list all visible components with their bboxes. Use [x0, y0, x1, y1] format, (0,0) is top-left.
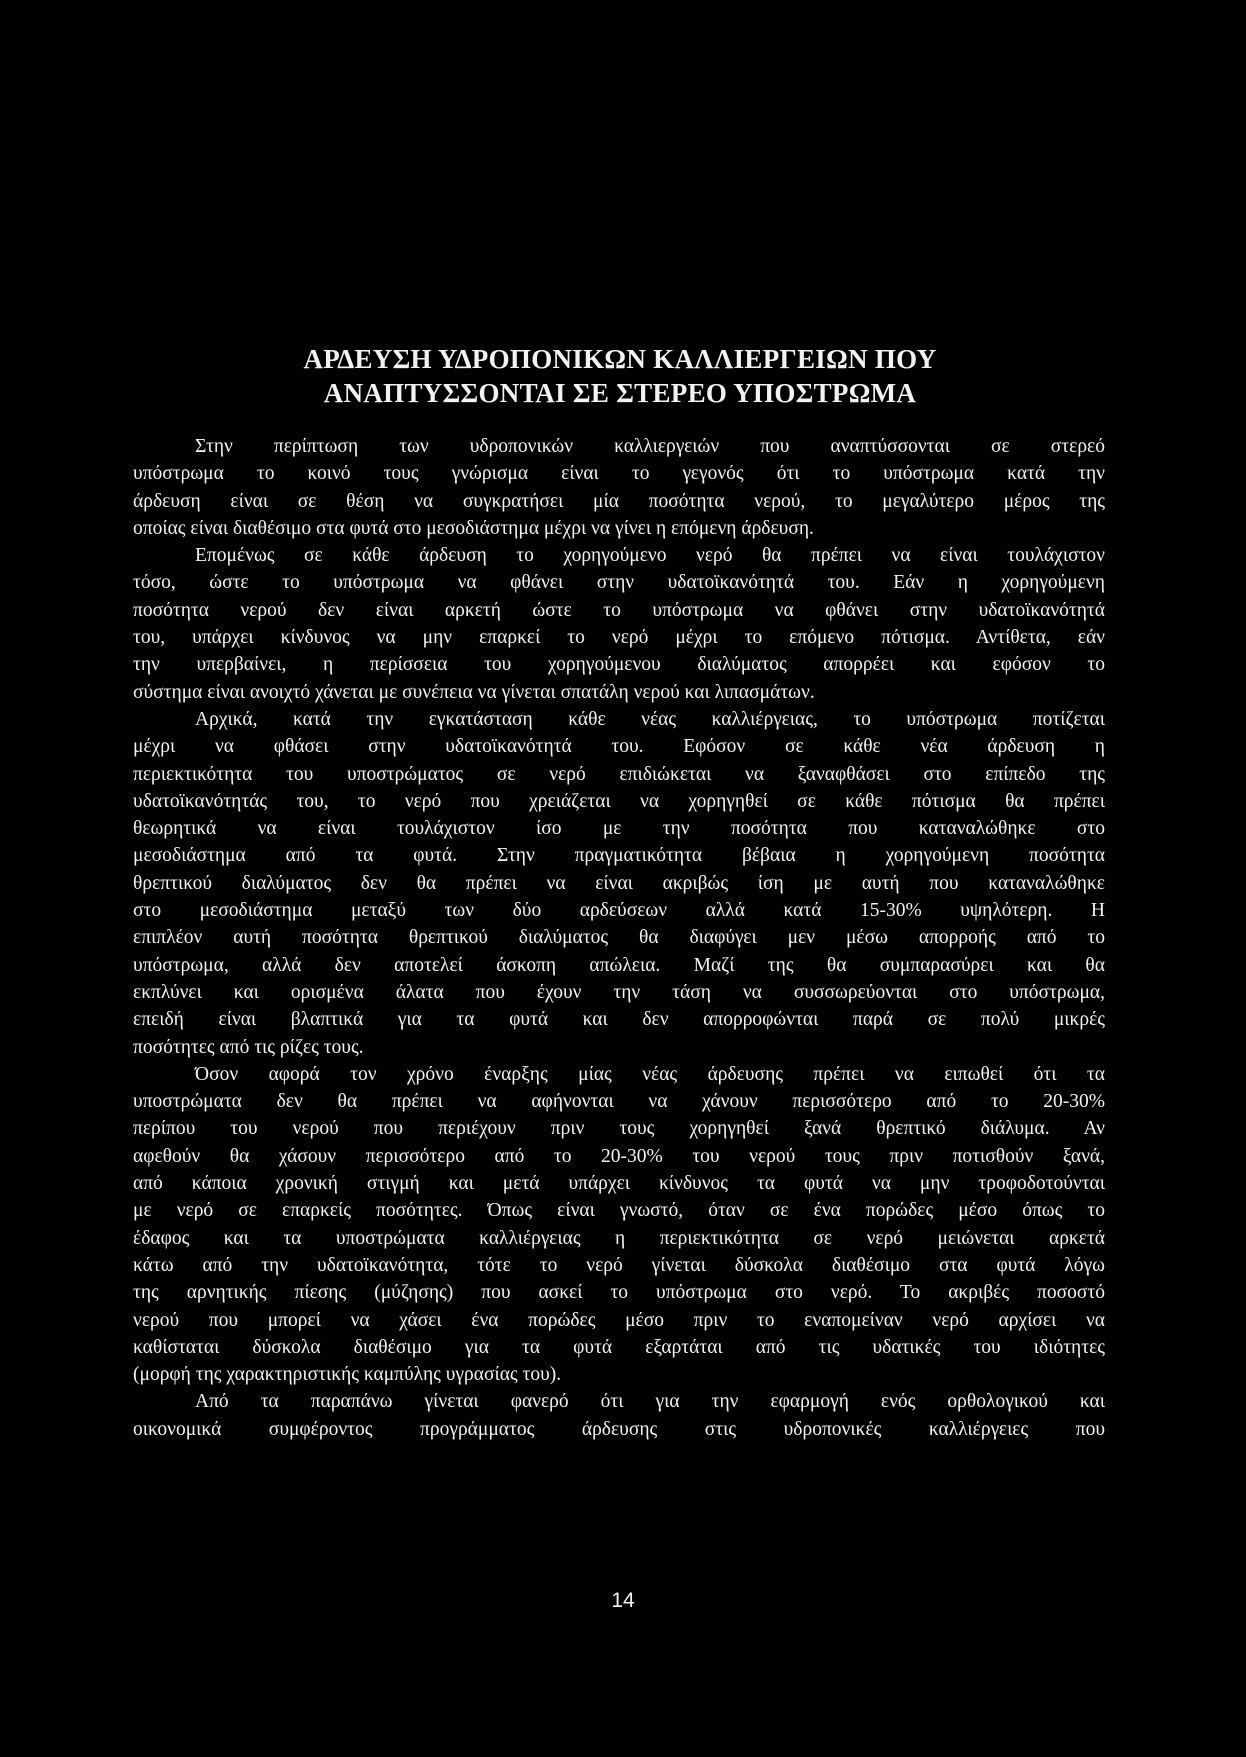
body-line: Από τα παραπάνω γίνεται φανερό ότι για την εφαρμογή ενός ορθολογικού και — [195, 1391, 1105, 1413]
body-line: επιπλέον αυτή ποσότητα θρεπτικού διαλύματος θα διαφύγει μεν μέσω απορροής από το — [133, 927, 1105, 949]
title-line: ΑΝΑΠΤΥΣΣΟΝΤΑΙ ΣΕ ΣΤΕΡΕΟ ΥΠΟΣΤΡΩΜΑ — [323, 378, 917, 408]
body-line: Επομένως σε κάθε άρδευση το χορηγούμενο νερό θα πρέπει να είναι τουλάχιστον — [195, 545, 1105, 567]
body-line: υδατοϊκανότητάς του, το νερό που χρειάζεται να χορηγηθεί σε κάθε πότισμα θα πρέπει — [133, 790, 1105, 812]
page-number: 14 — [611, 1589, 635, 1612]
body-line: μέχρι να φθάσει στην υδατοϊκανότητά του. Εφόσον σε κάθε νέα άρδευση η — [133, 736, 1105, 758]
body-line: περιεκτικότητα του υποστρώματος σε νερό επιδιώκεται να ξαναφθάσει στο επίπεδο της — [133, 763, 1105, 785]
body-line: επειδή είναι βλαπτικά για τα φυτά και δεν απορροφώνται παρά σε πολύ μικρές — [133, 1009, 1105, 1031]
body-line: αφεθούν θα χάσουν περισσότερο από το 20-30% του νερού τους πριν ποτισθούν ξανά, — [133, 1145, 1105, 1167]
body-line: της αρνητικής πίεσης (μύζησης) που ασκεί το υπόστρωμα στο νερό. Το ακριβές ποσοστό — [133, 1282, 1105, 1304]
body-line: στο μεσοδιάστημα μεταξύ των δύο αρδεύσεων αλλά κατά 15-30% υψηλότερη. Η — [133, 900, 1105, 922]
body-line: από κάποια χρονική στιγμή και μετά υπάρχει κίνδυνος τα φυτά να μην τροφοδοτούνται — [133, 1173, 1105, 1195]
body-line: ποσότητα νερού δεν είναι αρκετή ώστε το υπόστρωμα να φθάνει στην υδατοϊκανότητά — [133, 599, 1105, 621]
body-line: καθίσταται δύσκολα διαθέσιμο για τα φυτά εξαρτάται από τις υδατικές του ιδιότητες — [133, 1336, 1105, 1358]
body-line: υπόστρωμα, αλλά δεν αποτελεί άσκοπη απώλεια. Μαζί της θα συμπαρασύρει και θα — [133, 954, 1105, 976]
document-body — [133, 433, 1105, 1443]
body-line: Στην περίπτωση των υδροπονικών καλλιεργειών που αναπτύσσονται σε στερεό — [195, 436, 1105, 457]
body-line: οποίας είναι διαθέσιμο στα φυτά στο μεσοδιάστημα μέχρι να γίνει η επόμενη άρδευση. — [133, 517, 814, 539]
body-line: μεσοδιάστημα από τα φυτά. Στην πραγματικότητα βέβαια η χορηγούμενη ποσότητα — [133, 845, 1105, 867]
body-line: εκπλύνει και ορισμένα άλατα που έχουν την τάση να συσσωρεύονται στο υπόστρωμα, — [133, 981, 1105, 1003]
body-line: την υπερβαίνει, η περίσσεια του χορηγούμενου διαλύματος απορρέει και εφόσον το — [133, 654, 1105, 676]
title-line: ΑΡΔΕΥΣΗ ΥΔΡΟΠΟΝΙΚΩΝ ΚΑΛΛΙΕΡΓΕΙΩΝ ΠΟΥ — [303, 344, 937, 374]
body-line: θεωρητικά να είναι τουλάχιστον ίσο με την ποσότητα που καταναλώθηκε στο — [133, 818, 1105, 840]
body-line: τόσο, ώστε το υπόστρωμα να φθάνει στην υδατοϊκανότητά του. Εάν η χορηγούμενη — [133, 572, 1105, 594]
body-line: με νερό σε επαρκείς ποσότητες. Όπως είναι γνωστό, όταν σε ένα πορώδες μέσο όπως το — [133, 1200, 1105, 1222]
body-line: του, υπάρχει κίνδυνος να μην επαρκεί το νερό μέχρι το επόμενο πότισμα. Αντίθετα, εάν — [133, 627, 1105, 649]
body-line: περίπου του νερού που περιέχουν πριν τους χορηγηθεί ξανά θρεπτικό διάλυμα. Αν — [133, 1118, 1105, 1140]
body-line: (μορφή της χαρακτηριστικής καμπύλης υγρασίας του). — [133, 1364, 562, 1386]
body-line: έδαφος και τα υποστρώματα καλλιέργειας η περιεκτικότητα σε νερό μειώνεται αρκετά — [133, 1227, 1105, 1249]
body-line: Όσον αφορά τον χρόνο έναρξης μίας νέας άρδευσης πρέπει να ειπωθεί ότι τα — [195, 1063, 1105, 1085]
body-line: νερού που μπορεί να χάσει ένα πορώδες μέσο πριν το εναπομείναν νερό αρχίσει να — [133, 1309, 1105, 1331]
body-line: υπόστρωμα το κοινό τους γνώρισμα είναι το γεγονός ότι το υπόστρωμα κατά την — [133, 463, 1105, 485]
document-title — [140, 342, 1100, 410]
body-line: Αρχικά, κατά την εγκατάσταση κάθε νέας καλλιέργειας, το υπόστρωμα ποτίζεται — [195, 708, 1105, 730]
body-line: σύστημα είναι ανοιχτό χάνεται με συνέπεια να γίνεται σπατάλη νερού και λιπασμάτων. — [133, 681, 815, 703]
body-line: υποστρώματα δεν θα πρέπει να αφήνονται να χάνουν περισσότερο από το 20-30% — [133, 1091, 1105, 1113]
body-line: ποσότητες από τις ρίζες τους. — [133, 1036, 364, 1058]
body-line: οικονομικά συμφέροντος προγράμματος άρδευσης στις υδροπονικές καλλιέργειες που — [133, 1418, 1105, 1440]
body-line: θρεπτικού διαλύματος δεν θα πρέπει να είναι ακριβώς ίση με αυτή που καταναλώθηκε — [133, 872, 1105, 894]
body-line: άρδευση είναι σε θέση να συγκρατήσει μία ποσότητα νερού, το μεγαλύτερο μέρος της — [133, 490, 1105, 512]
body-line: κάτω από την υδατοϊκανότητα, τότε το νερό γίνεται δύσκολα διαθέσιμο στα φυτά λόγω — [133, 1254, 1105, 1276]
